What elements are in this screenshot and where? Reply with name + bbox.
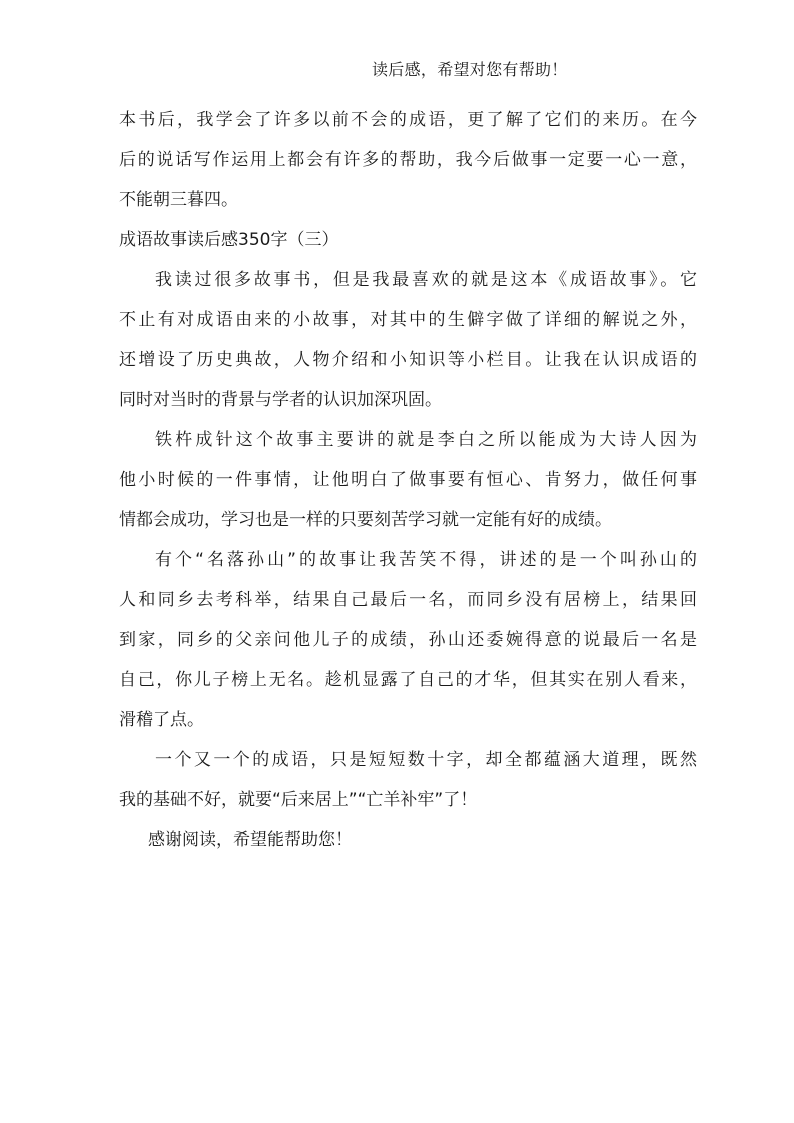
paragraph-line: 我的基础不好，就要“后来居上”“亡羊补牢”了！ — [119, 790, 478, 810]
paragraph-line: 我读过很多故事书，但是我最喜欢的就是这本《成语故事》。它 — [155, 270, 697, 290]
section-heading: 成语故事读后感350字（三） — [119, 230, 339, 250]
paragraph-line: 铁杵成针这个故事主要讲的就是李白之所以能成为大诗人因为 — [155, 430, 697, 450]
paragraph-line: 情都会成功，学习也是一样的只要刻苦学习就一定能有好的成绩。 — [119, 510, 612, 530]
paragraph-2 — [119, 420, 697, 540]
paragraph-line: 他小时候的一件事情，让他明白了做事要有恒心、肯努力，做任何事 — [119, 470, 697, 490]
paragraph-line: 不止有对成语由来的小故事，对其中的生僻字做了详细的解说之外， — [119, 310, 697, 330]
paragraph-line: 人和同乡去考科举，结果自己最后一名，而同乡没有居榜上，结果回 — [119, 590, 697, 610]
document-body — [119, 100, 697, 860]
intro-paragraph — [119, 100, 697, 220]
paragraph-4 — [119, 740, 697, 820]
paragraph-line: 自己，你儿子榜上无名。趁机显露了自己的才华，但其实在别人看来， — [119, 670, 697, 690]
page-header: 读后感，希望对您有帮助！ — [372, 60, 568, 79]
closing-text: 感谢阅读，希望能帮助您！ — [148, 830, 352, 850]
paragraph-line: 不能朝三暮四。 — [119, 190, 238, 210]
paragraph-line: 滑稽了点。 — [119, 710, 204, 730]
paragraph-line: 还增设了历史典故，人物介绍和小知识等小栏目。让我在认识成语的 — [119, 350, 697, 370]
paragraph-line: 同时对当时的背景与学者的认识加深巩固。 — [119, 390, 442, 410]
paragraph-line: 后的说话写作运用上都会有许多的帮助，我今后做事一定要一心一意， — [119, 150, 697, 170]
paragraph-3 — [119, 540, 697, 740]
paragraph-line: 一个又一个的成语，只是短短数十字，却全都蕴涵大道理，既然 — [155, 750, 697, 770]
paragraph-line: 本书后，我学会了许多以前不会的成语，更了解了它们的来历。在今 — [119, 110, 697, 130]
paragraph-line: 有个“名落孙山”的故事让我苦笑不得，讲述的是一个叫孙山的 — [155, 550, 697, 570]
paragraph-1 — [119, 260, 697, 420]
paragraph-line: 到家，同乡的父亲问他儿子的成绩，孙山还委婉得意的说最后一名是 — [119, 630, 697, 650]
